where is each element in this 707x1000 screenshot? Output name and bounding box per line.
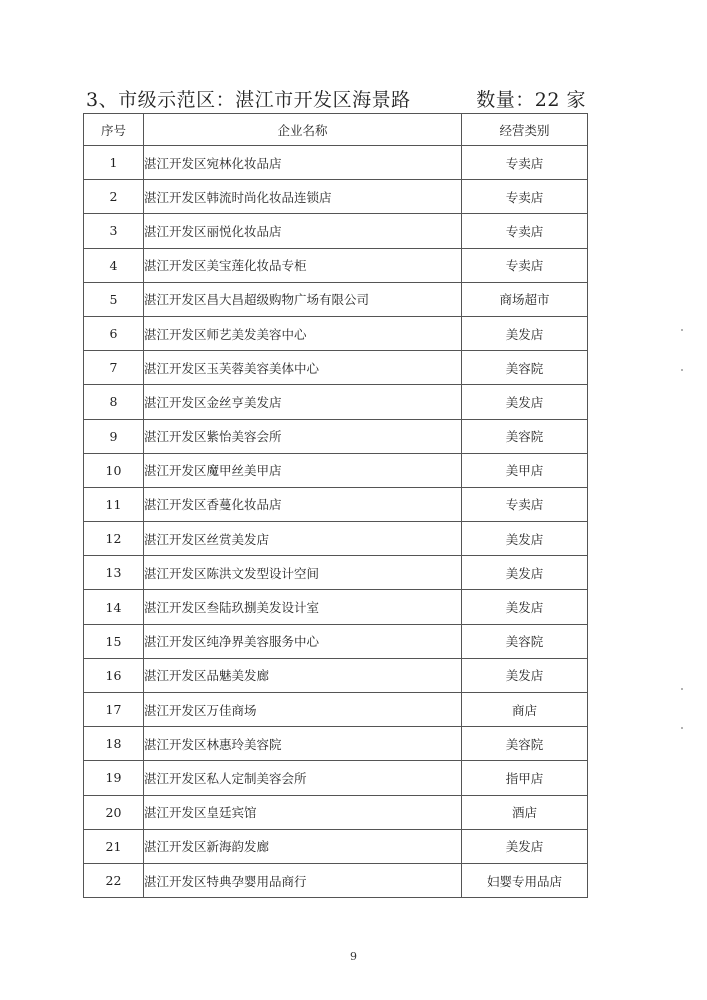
row-number: 10 — [84, 453, 144, 487]
column-header-name: 企业名称 — [144, 114, 462, 146]
enterprise-name: 湛江开发区玉芙蓉美容美体中心 — [144, 351, 462, 385]
table-row — [84, 590, 588, 624]
enterprise-name: 湛江开发区宛林化妆品店 — [144, 146, 462, 180]
table-body — [84, 146, 588, 898]
enterprise-name: 湛江开发区紫怡美容会所 — [144, 419, 462, 453]
enterprise-name: 湛江开发区皇廷宾馆 — [144, 795, 462, 829]
business-category: 美容院 — [462, 727, 588, 761]
enterprise-count: 数量：22 家 — [476, 89, 586, 111]
column-header-category: 经营类别 — [462, 114, 588, 146]
table-row — [84, 829, 588, 863]
business-category: 商场超市 — [462, 282, 588, 316]
business-category: 专卖店 — [462, 487, 588, 521]
enterprise-name: 湛江开发区叁陆玖捌美发设计室 — [144, 590, 462, 624]
business-category: 妇婴专用品店 — [462, 863, 588, 897]
enterprise-name: 湛江开发区陈洪文发型设计空间 — [144, 556, 462, 590]
business-category: 美发店 — [462, 316, 588, 350]
table-row — [84, 487, 588, 521]
business-category: 美发店 — [462, 556, 588, 590]
enterprise-name: 湛江开发区私人定制美容会所 — [144, 761, 462, 795]
enterprise-name: 湛江开发区万佳商场 — [144, 693, 462, 727]
business-category: 专卖店 — [462, 146, 588, 180]
row-number: 2 — [84, 180, 144, 214]
table-row — [84, 556, 588, 590]
business-category: 指甲店 — [462, 761, 588, 795]
row-number: 3 — [84, 214, 144, 248]
business-category: 美发店 — [462, 590, 588, 624]
table-header-row — [84, 114, 588, 146]
business-category: 美发店 — [462, 829, 588, 863]
row-number: 17 — [84, 693, 144, 727]
table-row — [84, 522, 588, 556]
business-category: 商店 — [462, 693, 588, 727]
scan-speck — [681, 329, 683, 331]
row-number: 18 — [84, 727, 144, 761]
row-number: 7 — [84, 351, 144, 385]
table-row — [84, 316, 588, 350]
enterprise-name: 湛江开发区香蔓化妆品店 — [144, 487, 462, 521]
business-category: 美甲店 — [462, 453, 588, 487]
column-header-number: 序号 — [84, 114, 144, 146]
table-row — [84, 214, 588, 248]
row-number: 5 — [84, 282, 144, 316]
business-category: 专卖店 — [462, 248, 588, 282]
row-number: 14 — [84, 590, 144, 624]
row-number: 20 — [84, 795, 144, 829]
row-number: 9 — [84, 419, 144, 453]
table-row — [84, 624, 588, 658]
section-title: 3、市级示范区：湛江市开发区海景路 — [86, 89, 411, 111]
enterprise-name: 湛江开发区特典孕婴用品商行 — [144, 863, 462, 897]
business-category: 美容院 — [462, 419, 588, 453]
enterprise-name: 湛江开发区丽悦化妆品店 — [144, 214, 462, 248]
row-number: 8 — [84, 385, 144, 419]
enterprise-name: 湛江开发区金丝亨美发店 — [144, 385, 462, 419]
business-category: 美发店 — [462, 522, 588, 556]
business-category: 美容院 — [462, 624, 588, 658]
row-number: 13 — [84, 556, 144, 590]
table-row — [84, 693, 588, 727]
enterprise-name: 湛江开发区昌大昌超级购物广场有限公司 — [144, 282, 462, 316]
row-number: 6 — [84, 316, 144, 350]
row-number: 21 — [84, 829, 144, 863]
enterprise-name: 湛江开发区美宝莲化妆品专柜 — [144, 248, 462, 282]
scan-speck — [681, 369, 683, 371]
row-number: 15 — [84, 624, 144, 658]
row-number: 19 — [84, 761, 144, 795]
enterprise-table — [83, 113, 588, 898]
page-number: 9 — [350, 950, 357, 963]
enterprise-name: 湛江开发区品魅美发廊 — [144, 658, 462, 692]
enterprise-name: 湛江开发区新海韵发廊 — [144, 829, 462, 863]
business-category: 酒店 — [462, 795, 588, 829]
scan-speck — [681, 727, 683, 729]
enterprise-name: 湛江开发区师艺美发美容中心 — [144, 316, 462, 350]
enterprise-name: 湛江开发区纯净界美容服务中心 — [144, 624, 462, 658]
enterprise-name: 湛江开发区丝赏美发店 — [144, 522, 462, 556]
table-row — [84, 795, 588, 829]
business-category: 美发店 — [462, 385, 588, 419]
table-row — [84, 146, 588, 180]
table-row — [84, 658, 588, 692]
table-row — [84, 180, 588, 214]
business-category: 专卖店 — [462, 214, 588, 248]
table-row — [84, 727, 588, 761]
table-row — [84, 385, 588, 419]
row-number: 11 — [84, 487, 144, 521]
table-row — [84, 761, 588, 795]
table-row — [84, 282, 588, 316]
row-number: 1 — [84, 146, 144, 180]
row-number: 12 — [84, 522, 144, 556]
row-number: 4 — [84, 248, 144, 282]
business-category: 专卖店 — [462, 180, 588, 214]
enterprise-name: 湛江开发区林惠玲美容院 — [144, 727, 462, 761]
table-row — [84, 248, 588, 282]
enterprise-name: 湛江开发区韩流时尚化妆品连锁店 — [144, 180, 462, 214]
business-category: 美发店 — [462, 658, 588, 692]
row-number: 22 — [84, 863, 144, 897]
business-category: 美容院 — [462, 351, 588, 385]
row-number: 16 — [84, 658, 144, 692]
section-heading — [86, 84, 586, 112]
table-row — [84, 863, 588, 897]
table-row — [84, 419, 588, 453]
scan-speck — [681, 688, 683, 690]
enterprise-name: 湛江开发区魔甲丝美甲店 — [144, 453, 462, 487]
table-row — [84, 351, 588, 385]
table-row — [84, 453, 588, 487]
